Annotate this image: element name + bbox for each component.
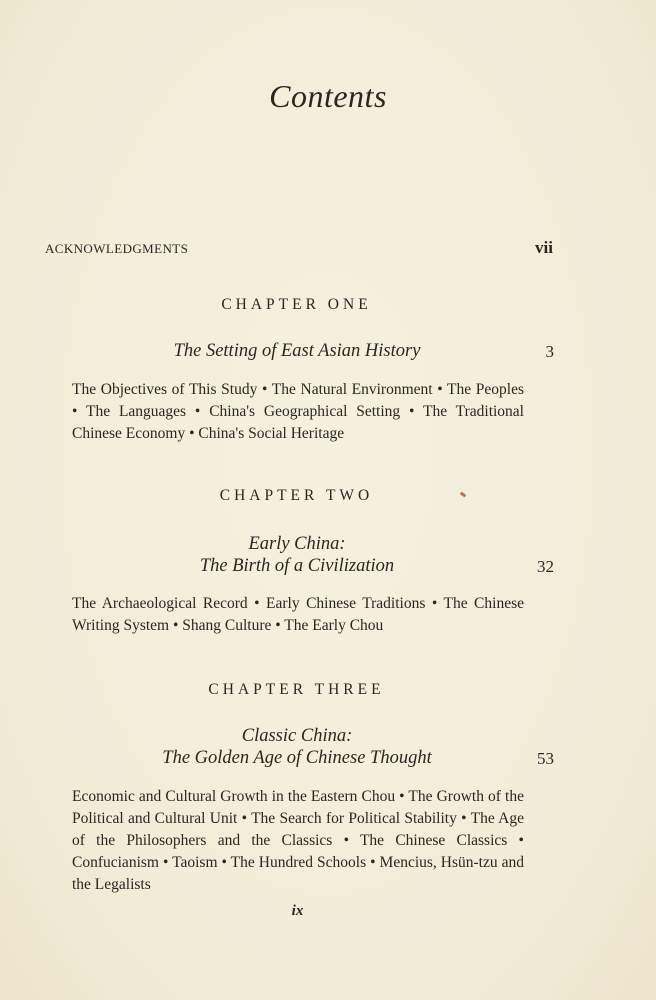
chapter-two-summary: The Archaeological Record • Early Chinese Traditions • The Chinese Writing System • Shang Culture • The Early Chou [72, 595, 524, 634]
chapter-one-title [70, 340, 554, 362]
chapter-one-page-number: 3 [545, 342, 554, 361]
chapter-two-title-line-1: Early China: [248, 534, 346, 554]
chapter-two-page-number: 32 [537, 557, 554, 576]
page-title: Contents [269, 78, 387, 114]
acknowledgments-label: ACKNOWLEDGMENTS [45, 241, 189, 256]
acknowledgments-entry [45, 238, 553, 258]
chapter-one-title-line: The Setting of East Asian History [173, 341, 421, 361]
chapter-three-title-line-1: Classic China: [241, 726, 353, 746]
chapter-one-summary: The Objectives of This Study • The Natural Environment • The Peoples • The Languages • China's Geographical Setting • The Traditional Chinese Economy • China's Social Heritage [72, 381, 524, 442]
chapter-three-summary: Economic and Cultural Growth in the Eastern Chou • The Growth of the Political and Cultural Unit • The Search for Political Stability • The Age of the Philosophers and the Classics • The Chinese Classics • Confucianism • Taoism • The Hundred Schools • Mencius, Hsün-tzu and the Legalists [72, 788, 524, 893]
chapter-three-title [70, 725, 554, 769]
chapter-three-page-number: 53 [537, 749, 554, 768]
chapter-one-heading: CHAPTER ONE [221, 296, 372, 313]
chapter-two-title-line-2: The Birth of a Civilization [199, 556, 395, 576]
chapter-three-heading: CHAPTER THREE [208, 681, 385, 698]
acknowledgments-page-number: vii [535, 238, 553, 257]
chapter-three-title-line-2: The Golden Age of Chinese Thought [162, 748, 432, 768]
chapter-two-title [70, 533, 554, 577]
page-folio: ix [291, 903, 304, 919]
chapter-two-heading: CHAPTER TWO [219, 487, 374, 504]
